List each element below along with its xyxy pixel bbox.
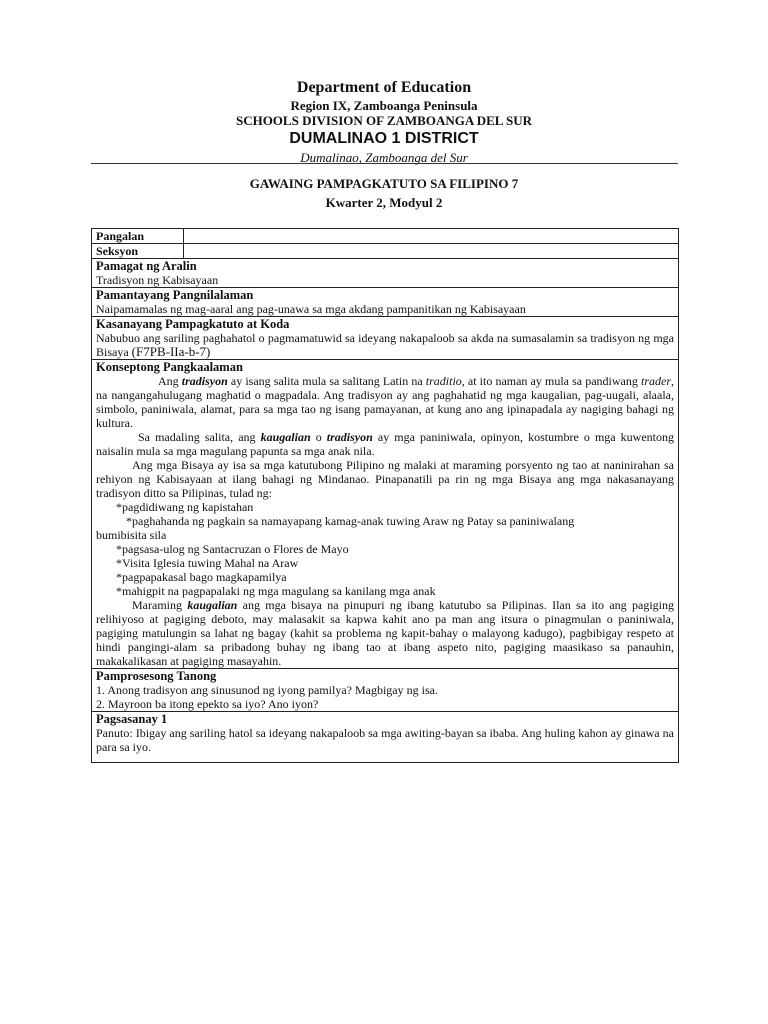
- konsepto-paragraph-3: Ang mga Bisaya ay isa sa mga katutubong Pilipino ng malaki at maraming porsyento ng tao at naninirahan sa rehiyon ng Kabisayaan at ilang bahagi ng Mindanao. Pinapanatili pa rin ng mga Bisaya ang mga nakasanayang tradisyon ditto sa Pilipinas, tulad ng:: [96, 458, 674, 500]
- tanong-heading: Pamprosesong Tanong: [96, 669, 217, 683]
- list-item: *pagpapakasal bago magkapamilya: [116, 570, 287, 584]
- list-item: *mahigpit na pagpapalaki ng mga magulang sa kanilang mga anak: [116, 584, 436, 598]
- kasanayan-row: [92, 317, 679, 360]
- list-item-continuation: bumibisita sila: [96, 528, 167, 542]
- tanong-row: [92, 669, 679, 712]
- term-trader: trader: [640, 374, 671, 388]
- pamagat-row: [92, 259, 679, 288]
- list-item: *Visita Iglesia tuwing Mahal na Araw: [116, 556, 299, 570]
- pamantayan-text: Naipamamalas ng mag-aaral ang pag-unawa sa mga akdang pampanitikan ng Kabisayaan: [96, 302, 526, 316]
- kasanayan-code: (F7PB-IIa-b-7): [131, 344, 211, 359]
- text-run: , at ito naman ay mula sa pandiwang: [461, 374, 641, 388]
- konsepto-paragraph-2: [96, 430, 674, 458]
- list-item: *paghahanda ng pagkain sa namayapang kamag-anak tuwing Araw ng Patay sa paniniwalang: [126, 514, 575, 528]
- list-item: *pagdidiwang ng kapistahan: [116, 500, 254, 514]
- worksheet-title: GAWAING PAMPAGKATUTO SA FILIPINO 7: [249, 176, 519, 191]
- text-run: ay isang salita mula sa salitang Latin na: [227, 374, 426, 388]
- text-run: o: [310, 430, 327, 444]
- division-name: SCHOOLS DIVISION OF ZAMBOANGA DEL SUR: [235, 113, 533, 128]
- pagsasanay-instructions: Panuto: Ibigay ang sariling hatol sa ideyang nakapaloob sa mga awiting-bayan sa ibaba. Ang huling kahon ay ginawa na para sa iyo.: [96, 726, 674, 754]
- pamagat-heading: Pamagat ng Aralin: [96, 259, 197, 273]
- worksheet-subtitle: Kwarter 2, Modyul 2: [325, 195, 443, 210]
- district-address: Dumalinao, Zamboanga del Sur: [300, 150, 468, 165]
- worksheet-table: [91, 228, 679, 763]
- name-field[interactable]: [184, 229, 679, 244]
- term-kaugalian: kaugalian: [187, 598, 238, 612]
- kasanayan-heading: Kasanayang Pampagkatuto at Koda: [96, 317, 290, 331]
- text-run: Maraming: [132, 598, 188, 612]
- region-name: Region IX, Zamboanga Peninsula: [290, 98, 478, 113]
- konsepto-paragraph-1: [96, 374, 674, 430]
- konsepto-row: [92, 360, 679, 669]
- name-row: [92, 229, 679, 244]
- text-run: Ang: [158, 374, 182, 388]
- term-tradisyon: tradisyon: [181, 374, 228, 388]
- text-run: ang mga bisaya na pinupuri ng ibang katutubo sa Pilipinas. Ilan sa ito ang pagiging relihiyoso at pagiging deboto, may malasakit sa kapwa kahit ano pa man ang itsura o pinagmulan o paniniwala, pagiging matulungin sa lahat ng bagay (kahit sa problema ng kapit-bahay o malayong kadugo), pagbibigay respeto at hindi pangingi-alam sa pribadong buhay ng ibang tao at ibang aspeto nito, pagiging maasikaso sa panauhin, makakalikasan at pagiging masayahin.: [96, 598, 674, 668]
- text-run: , na nangangahulugang maghatid o magpadala. Ang tradisyon ay ang paghahatid ng mga kaugalian, pag-uugali, alaala, simbolo, paniniwala, alamat, para sa mga tao ng isang pamayanan, at kung ano ang ipinapadala ay nagiging bahagi ng kultura.: [96, 374, 674, 430]
- term-traditio: traditio: [425, 374, 462, 388]
- department-name: Department of Education: [296, 79, 472, 96]
- name-label: Pangalan: [92, 229, 184, 244]
- question-2: 2. Mayroon ba itong epekto sa iyo? Ano iyon?: [96, 697, 319, 711]
- term-tradisyon: tradisyon: [326, 430, 373, 444]
- section-field[interactable]: [184, 244, 679, 259]
- konsepto-heading: Konseptong Pangkaalaman: [96, 360, 243, 374]
- worksheet-title-block: [0, 175, 768, 212]
- list-item: *pagsasa-ulog ng Santacruzan o Flores de Mayo: [116, 542, 349, 556]
- pagsasanay-row: [92, 712, 679, 763]
- section-row: [92, 244, 679, 259]
- district-name: DUMALINAO 1 DISTRICT: [289, 130, 479, 147]
- pamantayan-heading: Pamantayang Pangnilalaman: [96, 288, 254, 302]
- kasanayan-text: [96, 331, 674, 359]
- section-label: Seksyon: [92, 244, 184, 259]
- pamagat-text: Tradisyon ng Kabisayaan: [96, 273, 219, 287]
- header-divider: [91, 163, 678, 164]
- text-run: Sa madaling salita, ang: [138, 430, 261, 444]
- text-run: ay mga paniniwala, opinyon, kostumbre o mga kuwentong naisalin mula sa mga magulang papunta sa mga anak nila.: [96, 430, 674, 458]
- pagsasanay-heading: Pagsasanay 1: [96, 712, 168, 726]
- konsepto-paragraph-4: [96, 598, 674, 668]
- pamantayan-row: [92, 288, 679, 317]
- term-kaugalian: kaugalian: [260, 430, 311, 444]
- kasanayan-description: Nabubuo ang sariling paghahatol o pagmamatuwid sa ideyang nakapaloob sa akda na sumasalamin sa tradisyon ng mga Bisaya: [96, 331, 674, 359]
- question-1: 1. Anong tradisyon ang sinusunod ng iyong pamilya? Magbigay ng isa.: [96, 683, 438, 697]
- document-header: [0, 78, 768, 166]
